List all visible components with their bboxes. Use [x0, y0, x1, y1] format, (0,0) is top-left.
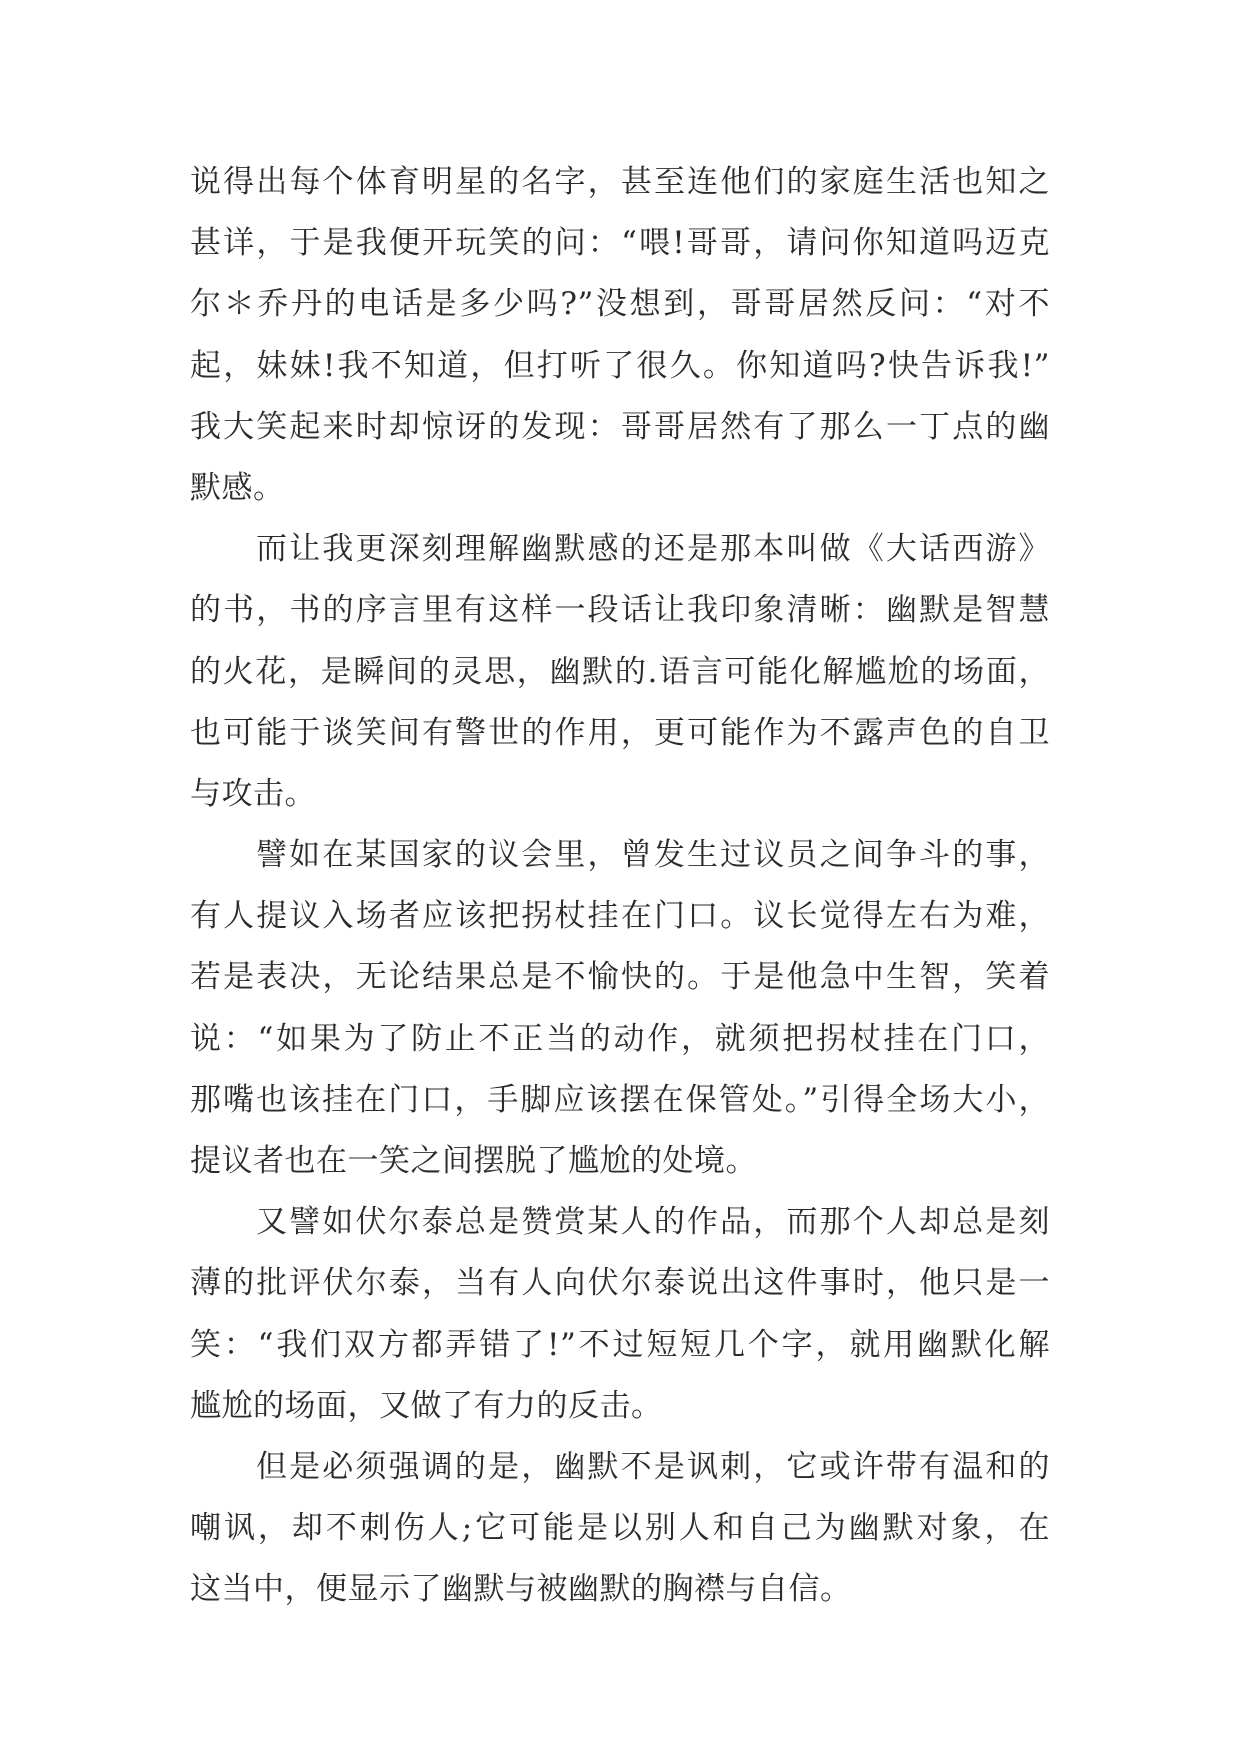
text-line: 尔＊乔丹的电话是多少吗?”没想到，哥哥居然反问：“对不 — [190, 286, 1050, 323]
text-line: 提议者也在一笑之间摆脱了尴尬的处境。 — [190, 1143, 757, 1179]
text-line: 嘲讽，却不刺伤人;它可能是以别人和自己为幽默对象，在 — [190, 1510, 1050, 1547]
body-text — [190, 152, 1050, 1621]
text-line: 与攻击。 — [190, 775, 316, 812]
text-line: 若是表决，无论结果总是不愉快的。于是他急中生智，笑着 — [190, 959, 1050, 996]
text-line: 我大笑起来时却惊讶的发现：哥哥居然有了那么一丁点的幽 — [190, 408, 1050, 445]
text-line: 又譬如伏尔泰总是赞赏某人的作品，而那个人却总是刻 — [256, 1204, 1050, 1241]
text-line: 起，妹妹!我不知道，但打听了很久。你知道吗?快告诉我!” — [190, 347, 1050, 384]
text-line: 但是必须强调的是，幽默不是讽刺，它或许带有温和的 — [256, 1448, 1050, 1485]
text-line: 而让我更深刻理解幽默感的还是那本叫做《大话西游》 — [256, 531, 1050, 568]
text-line: 默感。 — [190, 469, 285, 506]
text-line: 说得出每个体育明星的名字，甚至连他们的家庭生活也知之 — [190, 164, 1050, 200]
text-line: 笑：“我们双方都弄错了!”不过短短几个字，就用幽默化解 — [190, 1326, 1050, 1363]
text-line: 譬如在某国家的议会里，曾发生过议员之间争斗的事， — [256, 837, 1050, 874]
text-line: 也可能于谈笑间有警世的作用，更可能作为不露声色的自卫 — [190, 714, 1050, 751]
text-line: 甚详，于是我便开玩笑的问：“喂!哥哥，请问你知道吗迈克 — [190, 225, 1050, 262]
text-line: 的火花，是瞬间的灵思，幽默的.语言可能化解尴尬的场面， — [190, 653, 1050, 690]
text-line: 那嘴也该挂在门口，手脚应该摆在保管处。”引得全场大小， — [190, 1081, 1050, 1118]
text-line: 有人提议入场者应该把拐杖挂在门口。议长觉得左右为难， — [190, 898, 1050, 935]
text-line: 说：“如果为了防止不正当的动作，就须把拐杖挂在门口， — [190, 1020, 1050, 1057]
text-line: 尴尬的场面，又做了有力的反击。 — [190, 1387, 663, 1424]
text-line: 的书，书的序言里有这样一段话让我印象清晰：幽默是智慧 — [190, 592, 1050, 629]
text-line: 这当中，便显示了幽默与被幽默的胸襟与自信。 — [190, 1571, 852, 1608]
text-line: 薄的批评伏尔泰，当有人向伏尔泰说出这件事时，他只是一 — [190, 1265, 1050, 1302]
